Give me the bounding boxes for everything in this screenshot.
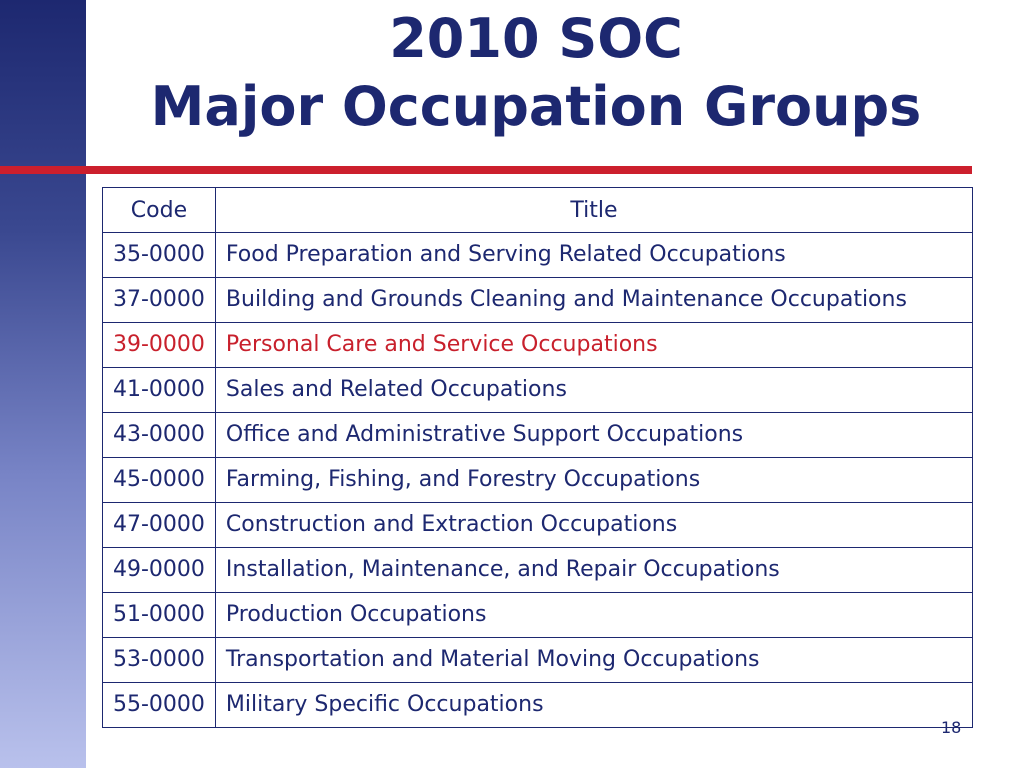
row-title: Production Occupations	[215, 593, 972, 638]
row-code: 39-0000	[103, 323, 216, 368]
table-row	[103, 503, 973, 548]
row-code: 41-0000	[103, 368, 216, 413]
table-row	[103, 233, 973, 278]
table-row	[103, 683, 973, 728]
row-title: Building and Grounds Cleaning and Maintenance Occupations	[215, 278, 972, 323]
row-code: 49-0000	[103, 548, 216, 593]
row-title: Transportation and Material Moving Occupations	[215, 638, 972, 683]
row-code: 45-0000	[103, 458, 216, 503]
table-row	[103, 458, 973, 503]
left-gradient-band	[0, 0, 86, 768]
row-code: 47-0000	[103, 503, 216, 548]
row-code: 53-0000	[103, 638, 216, 683]
table-row	[103, 638, 973, 683]
page-number: 18	[941, 718, 962, 737]
row-code: 55-0000	[103, 683, 216, 728]
slide-title	[86, 6, 986, 142]
row-code: 51-0000	[103, 593, 216, 638]
row-title: Installation, Maintenance, and Repair Occupations	[215, 548, 972, 593]
row-title: Personal Care and Service Occupations	[215, 323, 972, 368]
row-title: Military Specific Occupations	[215, 683, 972, 728]
row-title: Construction and Extraction Occupations	[215, 503, 972, 548]
occupation-groups-table	[102, 187, 973, 728]
slide-title-line2: Major Occupation Groups	[150, 75, 922, 138]
title-divider	[0, 166, 972, 174]
table-row	[103, 413, 973, 458]
row-code: 37-0000	[103, 278, 216, 323]
table-row	[103, 593, 973, 638]
row-code: 35-0000	[103, 233, 216, 278]
column-header-title: Title	[215, 188, 972, 233]
column-header-code: Code	[103, 188, 216, 233]
row-title: Sales and Related Occupations	[215, 368, 972, 413]
slide-title-line1: 2010 SOC	[389, 7, 683, 70]
table-row	[103, 548, 973, 593]
row-title: Office and Administrative Support Occupations	[215, 413, 972, 458]
row-title: Food Preparation and Serving Related Occupations	[215, 233, 972, 278]
table-row-highlighted	[103, 323, 973, 368]
table-row	[103, 278, 973, 323]
table-header-row	[103, 188, 973, 233]
table-row	[103, 368, 973, 413]
row-title: Farming, Fishing, and Forestry Occupations	[215, 458, 972, 503]
row-code: 43-0000	[103, 413, 216, 458]
